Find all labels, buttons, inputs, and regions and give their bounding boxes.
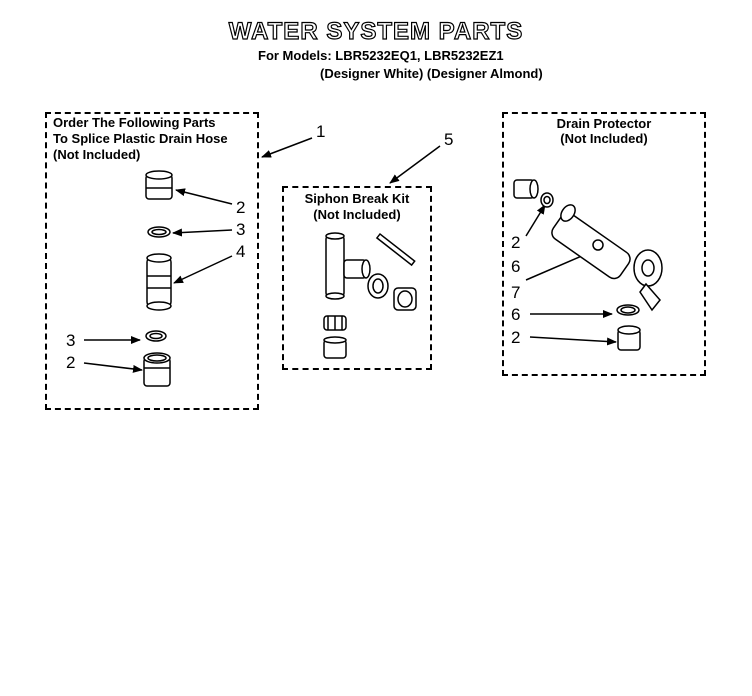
drain-washer-bottom-part (617, 305, 639, 315)
coupler-bottom-part (144, 353, 170, 386)
callout-3-top: 3 (236, 220, 246, 239)
leader-1 (262, 138, 312, 157)
callout-7: 7 (511, 283, 521, 302)
siphon-nut-bottom-part (324, 316, 346, 330)
drain-cap-part (618, 326, 640, 350)
callout-4: 4 (236, 242, 246, 261)
connector-part (147, 254, 171, 310)
siphon-cap-part (324, 337, 346, 358)
coupler-top-part (146, 171, 172, 199)
leader-3-top (173, 230, 232, 233)
siphon-tee-part (326, 233, 370, 299)
splice-title-line2: To Splice Plastic Drain Hose (53, 131, 228, 146)
callout-2-top: 2 (236, 198, 246, 217)
siphon-nut-part (368, 274, 388, 298)
drain-washer-part (541, 193, 553, 207)
leader-5 (390, 146, 440, 183)
siphon-title-line1: Siphon Break Kit (304, 191, 410, 206)
drain-title-line2: (Not Included) (560, 131, 648, 146)
models-line: For Models: LBR5232EQ1, LBR5232EZ1 (258, 48, 504, 63)
clamp-top-part (148, 227, 170, 237)
callout-1: 1 (316, 122, 326, 141)
drain-coupler-part (514, 180, 538, 198)
callout-6-drain-bottom: 6 (511, 305, 521, 324)
callout-2-drain-top: 2 (511, 233, 521, 252)
page-title: WATER SYSTEM PARTS (228, 18, 524, 45)
splice-title-line3: (Not Included) (53, 147, 141, 162)
leader-2-bottom (84, 363, 142, 370)
splice-title-line1: Order The Following Parts (53, 115, 216, 130)
leader-2-drain-bottom (530, 337, 616, 342)
siphon-elbow-part (394, 288, 416, 310)
callout-6-drain-top: 6 (511, 257, 521, 276)
drain-title-line1: Drain Protector (556, 116, 652, 131)
leader-4 (174, 256, 232, 283)
callout-2-bottom: 2 (66, 353, 76, 372)
leader-2-drain (526, 205, 545, 236)
leader-2-top (176, 190, 232, 204)
siphon-title-line2: (Not Included) (313, 207, 401, 222)
siphon-tie-part (377, 234, 415, 265)
drain-body-part (549, 202, 662, 310)
clamp-bottom-part (146, 331, 166, 341)
callout-5: 5 (444, 130, 454, 149)
callout-2-drain-bottom: 2 (511, 328, 521, 347)
callout-3-bottom: 3 (66, 331, 76, 350)
colors-line: (Designer White) (Designer Almond) (320, 66, 543, 81)
